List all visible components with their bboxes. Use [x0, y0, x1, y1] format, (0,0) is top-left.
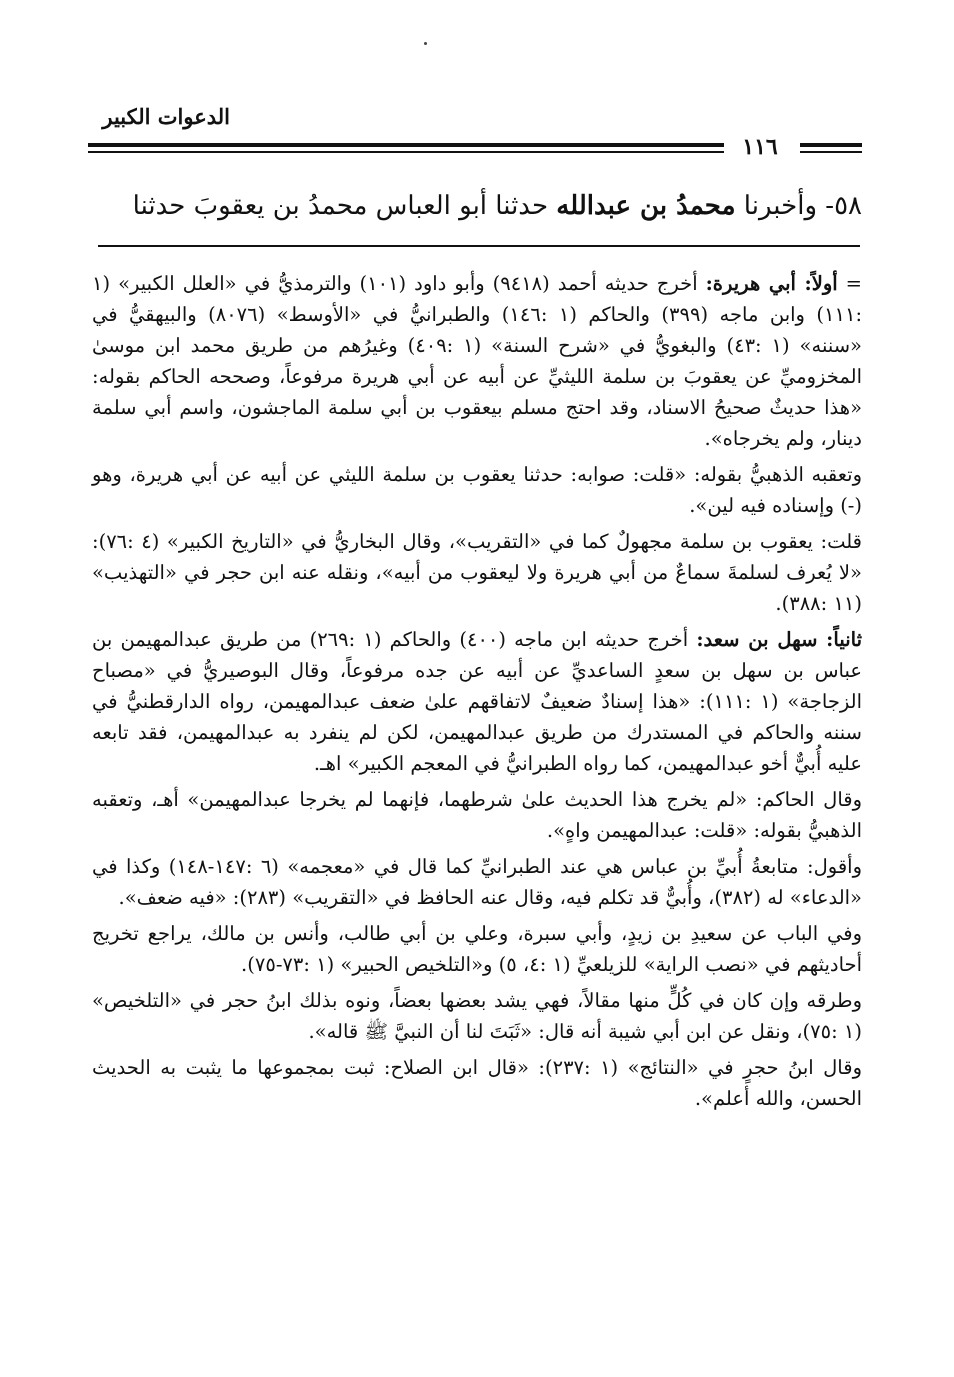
hadith-text-1: وأخبرنا [743, 191, 817, 221]
note-paragraph-4 [92, 624, 862, 779]
note-heading-abu-hurayra: أولاً: أبي هريرة: [705, 272, 838, 295]
note-paragraph-6: وأقول: متابعةُ أُبيِّ بن عباس هي عند الطبرانيِّ كما قال في «معجمه» (٦ :١٤٧-١٤٨) وكذا في «الدعاء» له (٣٨٢)، وأُبيٌّ قد تكلم فيه، وقال عنه الحافظ في «التقريب» (٢٨٣): «فيه ضعف». [92, 855, 862, 909]
hadith-line [92, 186, 862, 226]
note-paragraph-2: وتعقبه الذهبيُّ بقوله: «قلت: صوابه: حدثنا يعقوب بن سلمة الليثي عن أبيه عن أبي هريرة، وهو (-) وإسناده فيه لين». [92, 463, 862, 517]
note-text-4: أخرج حديثه ابن ماجه (٤٠٠) والحاكم (١ :٢٦٩) من طريق عبدالمهيمن بن عباس بن سهل بن سعدٍ الساعديِّ عن أبيه عن جده مرفوعاً، وقال البوصيريُّ في «مصباح الزجاجة» (١ :١١١): «هذا إسنادٌ ضعيفٌ لاتفاقهم علىٰ ضعف عبدالمهيمن، رواه الدارقطنيُّ في سننه والحاكم في المستدرك من طريق عبدالمهيمن، لكن لم ينفرد به عبدالمهيمن، فقد تابعه عليه أُبيٌّ أخو عبدالمهيمن، كما رواه الطبرانيُّ في المعجم الكبير» اهـ. [92, 628, 862, 775]
note-continuation-mark: = [837, 272, 863, 295]
note-paragraph-8: وطرقه وإن كان في كُلٍّ منها مقالاً، فهي يشد بعضها بعضاً، ونوه بذلك ابنُ حجر في «التلخيص» (١ :٧٥)، ونقل عن ابن أبي شيبة أنه قال: «ثَبَتَ لنا أن النبيَّ ﷺ قاله». [92, 989, 862, 1043]
note-paragraph-7: وفي الباب عن سعيدِ بن زيدٍ، وأبي سبرة، وعلي بن أبي طالب، وأنس بن مالك، يراجع تخريج أحاديثهم في «نصب الراية» للزيلعيِّ (١ :٤، ٥) و«التلخيص الحبير» (١ :٧٣-٧٥). [92, 922, 862, 976]
top-ink-dot [424, 42, 427, 45]
header-rule-right-thin [800, 151, 862, 153]
hadith-narrator-bold: محمدُ بن عبدالله [556, 191, 736, 221]
header-rule-right-thick [800, 143, 862, 147]
note-text-1: أخرج حديثه أحمد (٩٤١٨) وأبو داود (١٠١) والترمذيُّ في «العلل الكبير» (١ :١١١) وابن ماجه (٣٩٩) والحاكم (١ :١٤٦) والطبرانيُّ في «الأوسط» (٨٠٧٦) والبيهقيُّ في «سننه» (١ :٤٣) والبغويُّ في «شرح السنة» (١ :٤٠٩) وغيرُهم من طريق محمد ابن موسىٰ المخزوميِّ عن يعقوبَ بن سلمة الليثيِّ عن أبيه عن أبي هريرة مرفوعاً، وصححه الحاكم بقوله: «هذا حديثٌ صحيحُ الاسناد، وقد احتج مسلم بيعقوب بن أبي سلمة الماجشون، واسم أبي سلمة دينار، ولم يخرجاه». [92, 272, 863, 450]
header-rule-left-thin [88, 151, 724, 153]
footnote-separator [98, 245, 860, 247]
footnotes [92, 268, 862, 1119]
note-paragraph-5: وقال الحاكم: «لم يخرج هذا الحديث علىٰ شرطهما، فإنهما لم يخرجا عبدالمهيمن» أهـ، وتعقبه الذهبيُّ بقوله: «قلت: عبدالمهيمن واهٍ». [92, 788, 863, 842]
hadith-number: ٥٨- [825, 191, 862, 221]
page-number: ١١٦ [742, 134, 778, 160]
note-heading-sahl: ثانياً: سهل بن سعد: [696, 628, 862, 651]
running-head-title: الدعوات الكبير [102, 104, 230, 129]
hadith-text-2: حدثنا أبو العباس محمدُ بن يعقوبَ حدثنا [132, 191, 549, 221]
note-paragraph-1 [92, 268, 862, 454]
note-paragraph-3: قلت: يعقوب بن سلمة مجهولٌ كما في «التقريب»، وقال البخاريُّ في «التاريخ الكبير» (٤ :٧٦): «لا يُعرف لسلمةَ سماعٌ من أبي هريرة ولا ليعقوب من أبيه»، ونقله عنه ابن حجر في «التهذيب» (١١ :٣٨٨). [92, 530, 862, 615]
header-rule-left-thick [88, 143, 724, 147]
note-paragraph-9: وقال ابنُ حجرٍ في «النتائج» (١ :٢٣٧): «قال ابن الصلاح: ثبت بمجموعها ما يثبت به الحديث الحسن، والله أعلم». [92, 1056, 862, 1110]
